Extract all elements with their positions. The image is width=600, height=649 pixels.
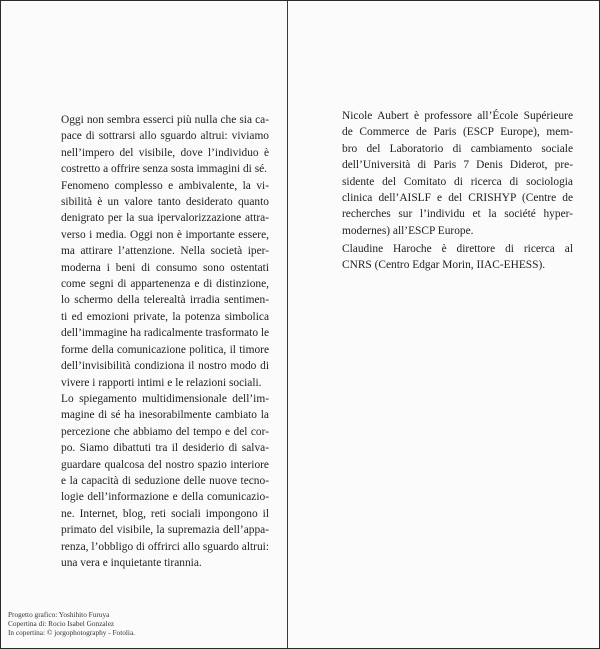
author-bio-haroche <box>342 241 573 274</box>
design-credits <box>8 610 258 638</box>
bio-line: clinica dell’AISLF e del CRISHYP (Centre de <box>342 192 573 205</box>
bio-line: Claudine Haroche è direttore di ricerca al <box>342 243 573 255</box>
blurb-line: renza, l’obbligo di offrirci allo sguardo altrui: <box>61 540 269 553</box>
blurb-line: po. Siamo dibattuti tra il desiderio di salva- <box>61 442 269 455</box>
author-bio-aubert <box>342 108 573 239</box>
credit-line: Copertina di: Rocio Isabel Gonzalez <box>8 619 115 629</box>
blurb-line: Lo spiegamento multidimensionale dell’im- <box>61 392 269 405</box>
blurb-line: come segni di appartenenza e di distinzione, <box>61 278 269 291</box>
bio-line: bro del Laboratorio di cambiamento sociale <box>342 142 573 155</box>
blurb-line: denigrato per la sua ipervalorizzazione attra- <box>61 212 269 225</box>
bio-line: recherches sur l’individu et la société hyper- <box>342 208 573 221</box>
blurb-line: moderna i beni di consumo sono ostentati <box>61 261 269 274</box>
blurb-line: logie dell’informazione e della comunicazio- <box>61 491 269 504</box>
blurb-line: Oggi non sembra esserci più nulla che sia ca- <box>61 114 269 126</box>
blurb-line: e la capacità di seduzione delle nuove tecno- <box>61 474 269 487</box>
blurb-line: pace di sottrarsi allo sguardo altrui: viviamo <box>61 130 269 143</box>
back-cover-blurb <box>61 112 269 571</box>
blurb-line: guardare qualcosa del nostro spazio interiore <box>61 458 269 471</box>
bio-line: Nicole Aubert è professore all’École Supérieure <box>342 110 573 122</box>
blurb-line: nell’impero del visibile, dove l’individuo è <box>61 146 269 159</box>
credit-line: Progetto grafico: Yoshihito Furuya <box>8 610 110 619</box>
blurb-line: forme della comunicazione politica, il timore <box>61 343 269 356</box>
credit-line: In copertina: © jorgophotography - Fotolia. <box>8 628 136 638</box>
blurb-line: Fenomeno complesso e ambivalente, la vi- <box>61 179 269 192</box>
blurb-line: percezione che abbiamo del tempo e del cor- <box>61 425 269 438</box>
blurb-line: primato del visibile, la supremazia dell’appa- <box>61 524 269 537</box>
blurb-line: dell’immagine ha radicalmente trasformato le <box>61 327 270 340</box>
bio-line: sidente del Comitato di ricerca di sociologia <box>342 175 573 188</box>
blurb-line: verso i media. Oggi non è importante essere, <box>61 228 269 241</box>
blurb-line: dell’invisibilità condiziona il nostro modo di <box>61 360 269 373</box>
bio-line: CNRS (Centro Edgar Morin, IIAC-EHESS). <box>342 259 546 272</box>
blurb-line: magine di sé ha inesorabilmente cambiato la <box>61 409 269 422</box>
bio-line: de Commerce de Paris (ESCP Europe), mem- <box>342 126 573 139</box>
fold-line <box>287 1 288 648</box>
bio-line: dell’Università di Paris 7 Denis Diderot, pre- <box>342 159 573 172</box>
blurb-line: lo schermo della telerealtà irradia sentimen- <box>61 294 269 307</box>
blurb-line: ma attirare l’attenzione. Nella società iper- <box>61 245 269 258</box>
blurb-line: vivere i rapporti intimi e le relazioni sociali. <box>61 376 262 389</box>
bio-line: modernes) all’ESCP Europe. <box>342 224 474 237</box>
blurb-line: una vera e inquietante tirannia. <box>61 556 202 569</box>
blurb-line: costretto a offrire senza sosta immagini di sé. <box>61 163 268 176</box>
blurb-line: sibilità è un valore tanto desiderato quanto <box>61 196 269 209</box>
blurb-line: ti ed emozioni private, la potenza simbolica <box>61 310 269 323</box>
blurb-line: ne. Internet, blog, reti sociali impongono il <box>61 507 269 520</box>
